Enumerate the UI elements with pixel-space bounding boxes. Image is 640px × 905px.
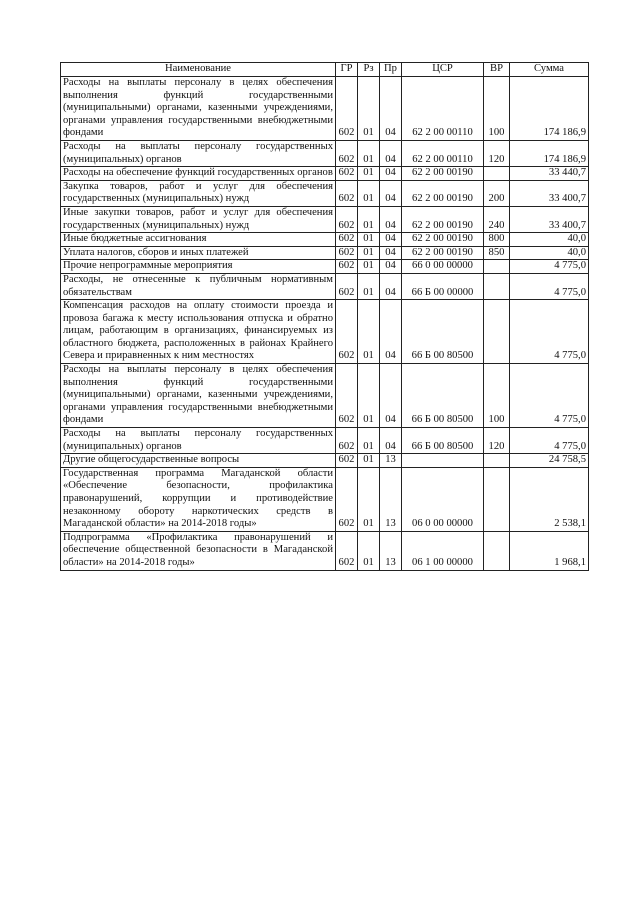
cell-gr: 602 [336, 167, 358, 181]
cell-gr: 602 [336, 206, 358, 232]
cell-pr: 04 [380, 246, 402, 260]
cell-gr: 602 [336, 300, 358, 364]
cell-rz: 01 [358, 300, 380, 364]
cell-gr: 602 [336, 531, 358, 570]
header-rz: Рз [358, 63, 380, 77]
cell-gr: 602 [336, 260, 358, 274]
cell-csr: 66 0 00 00000 [402, 260, 484, 274]
table-row [61, 233, 589, 247]
cell-pr: 04 [380, 140, 402, 166]
table-row [61, 300, 589, 364]
cell-rz: 01 [358, 260, 380, 274]
header-sum: Сумма [510, 63, 589, 77]
cell-name: Уплата налогов, сборов и иных платежей [61, 246, 336, 260]
cell-gr: 602 [336, 467, 358, 531]
cell-csr: 06 1 00 00000 [402, 531, 484, 570]
budget-table [60, 62, 589, 571]
cell-gr: 602 [336, 364, 358, 428]
table-row [61, 428, 589, 454]
cell-vr: 100 [484, 77, 510, 141]
table-row [61, 531, 589, 570]
cell-sum: 33 440,7 [510, 167, 589, 181]
cell-vr: 850 [484, 246, 510, 260]
cell-csr: 66 Б 00 80500 [402, 300, 484, 364]
cell-vr [484, 273, 510, 299]
cell-rz: 01 [358, 233, 380, 247]
cell-vr: 120 [484, 140, 510, 166]
table-row [61, 140, 589, 166]
cell-vr [484, 454, 510, 468]
cell-csr: 62 2 00 00110 [402, 140, 484, 166]
cell-pr: 13 [380, 467, 402, 531]
cell-name: Расходы на выплаты персоналу государственных (муниципальных) органов [61, 140, 336, 166]
cell-gr: 602 [336, 273, 358, 299]
table-header-row [61, 63, 589, 77]
cell-gr: 602 [336, 233, 358, 247]
cell-csr: 66 Б 00 80500 [402, 364, 484, 428]
table-row [61, 454, 589, 468]
cell-rz: 01 [358, 273, 380, 299]
cell-sum: 174 186,9 [510, 140, 589, 166]
cell-pr: 04 [380, 428, 402, 454]
cell-pr: 04 [380, 77, 402, 141]
cell-name: Расходы на выплаты персоналу государственных (муниципальных) органов [61, 428, 336, 454]
table-row [61, 77, 589, 141]
cell-rz: 01 [358, 454, 380, 468]
cell-pr: 13 [380, 454, 402, 468]
cell-name: Расходы на выплаты персоналу в целях обеспечения выполнения функций государственными (муниципальными) органами, казенными учреждениями, органами управления государственными внебюджетными фондами [61, 77, 336, 141]
header-vr: ВР [484, 63, 510, 77]
cell-pr: 04 [380, 273, 402, 299]
cell-rz: 01 [358, 364, 380, 428]
cell-csr: 62 2 00 00110 [402, 77, 484, 141]
cell-sum: 2 538,1 [510, 467, 589, 531]
cell-vr [484, 467, 510, 531]
cell-vr: 200 [484, 180, 510, 206]
header-csr: ЦСР [402, 63, 484, 77]
cell-gr: 602 [336, 246, 358, 260]
table-row [61, 167, 589, 181]
cell-rz: 01 [358, 246, 380, 260]
cell-vr: 100 [484, 364, 510, 428]
cell-vr [484, 167, 510, 181]
cell-gr: 602 [336, 428, 358, 454]
header-name: Наименование [61, 63, 336, 77]
table-row [61, 180, 589, 206]
cell-csr: 66 Б 00 00000 [402, 273, 484, 299]
cell-csr: 62 2 00 00190 [402, 233, 484, 247]
cell-csr: 06 0 00 00000 [402, 467, 484, 531]
cell-sum: 40,0 [510, 246, 589, 260]
header-pr: Пр [380, 63, 402, 77]
cell-gr: 602 [336, 77, 358, 141]
cell-csr: 66 Б 00 80500 [402, 428, 484, 454]
table-row [61, 273, 589, 299]
cell-name: Закупка товаров, работ и услуг для обеспечения государственных (муниципальных) нужд [61, 180, 336, 206]
table-row [61, 206, 589, 232]
cell-gr: 602 [336, 454, 358, 468]
cell-name: Государственная программа Магаданской области «Обеспечение безопасности, профилактика правонарушений, коррупции и противодействие незаконному обороту наркотических средств в Магаданской области» на 2014-2018 годы» [61, 467, 336, 531]
cell-rz: 01 [358, 180, 380, 206]
cell-pr: 04 [380, 167, 402, 181]
cell-vr [484, 531, 510, 570]
cell-sum: 4 775,0 [510, 428, 589, 454]
cell-csr: 62 2 00 00190 [402, 180, 484, 206]
cell-sum: 4 775,0 [510, 364, 589, 428]
cell-vr: 120 [484, 428, 510, 454]
cell-pr: 04 [380, 364, 402, 428]
cell-rz: 01 [358, 428, 380, 454]
cell-name: Расходы на обеспечение функций государственных органов [61, 167, 336, 181]
cell-csr: 62 2 00 00190 [402, 167, 484, 181]
cell-rz: 01 [358, 77, 380, 141]
cell-sum: 40,0 [510, 233, 589, 247]
cell-gr: 602 [336, 180, 358, 206]
cell-vr [484, 300, 510, 364]
cell-pr: 13 [380, 531, 402, 570]
cell-rz: 01 [358, 531, 380, 570]
table-row [61, 467, 589, 531]
table-row [61, 364, 589, 428]
cell-vr: 240 [484, 206, 510, 232]
cell-rz: 01 [358, 140, 380, 166]
cell-csr: 62 2 00 00190 [402, 246, 484, 260]
document-page [60, 62, 588, 571]
cell-rz: 01 [358, 167, 380, 181]
cell-csr: 62 2 00 00190 [402, 206, 484, 232]
cell-name: Иные бюджетные ассигнования [61, 233, 336, 247]
cell-sum: 33 400,7 [510, 180, 589, 206]
cell-pr: 04 [380, 206, 402, 232]
cell-pr: 04 [380, 180, 402, 206]
cell-pr: 04 [380, 260, 402, 274]
cell-sum: 4 775,0 [510, 273, 589, 299]
cell-pr: 04 [380, 233, 402, 247]
table-row [61, 246, 589, 260]
cell-rz: 01 [358, 206, 380, 232]
table-row [61, 260, 589, 274]
cell-sum: 24 758,5 [510, 454, 589, 468]
cell-vr [484, 260, 510, 274]
cell-sum: 4 775,0 [510, 300, 589, 364]
cell-sum: 1 968,1 [510, 531, 589, 570]
cell-sum: 33 400,7 [510, 206, 589, 232]
cell-csr [402, 454, 484, 468]
cell-gr: 602 [336, 140, 358, 166]
cell-name: Подпрограмма «Профилактика правонарушений и обеспечение общественной безопасности в Магаданской области» на 2014-2018 годы» [61, 531, 336, 570]
cell-name: Иные закупки товаров, работ и услуг для обеспечения государственных (муниципальных) нужд [61, 206, 336, 232]
cell-name: Расходы на выплаты персоналу в целях обеспечения выполнения функций государственными (муниципальными) органами, казенными учреждениями, органами управления государственными внебюджетными фондами [61, 364, 336, 428]
header-gr: ГР [336, 63, 358, 77]
cell-pr: 04 [380, 300, 402, 364]
cell-name: Прочие непрограммные мероприятия [61, 260, 336, 274]
cell-name: Расходы, не отнесенные к публичным нормативным обязательствам [61, 273, 336, 299]
cell-sum: 4 775,0 [510, 260, 589, 274]
cell-sum: 174 186,9 [510, 77, 589, 141]
cell-name: Другие общегосударственные вопросы [61, 454, 336, 468]
cell-vr: 800 [484, 233, 510, 247]
cell-rz: 01 [358, 467, 380, 531]
cell-name: Компенсация расходов на оплату стоимости проезда и провоза багажа к месту использования отпуска и обратно лицам, работающим в организациях, финансируемых из областного бюджета, расположенных в районах Крайнего Севера и приравненных к ним местностях [61, 300, 336, 364]
